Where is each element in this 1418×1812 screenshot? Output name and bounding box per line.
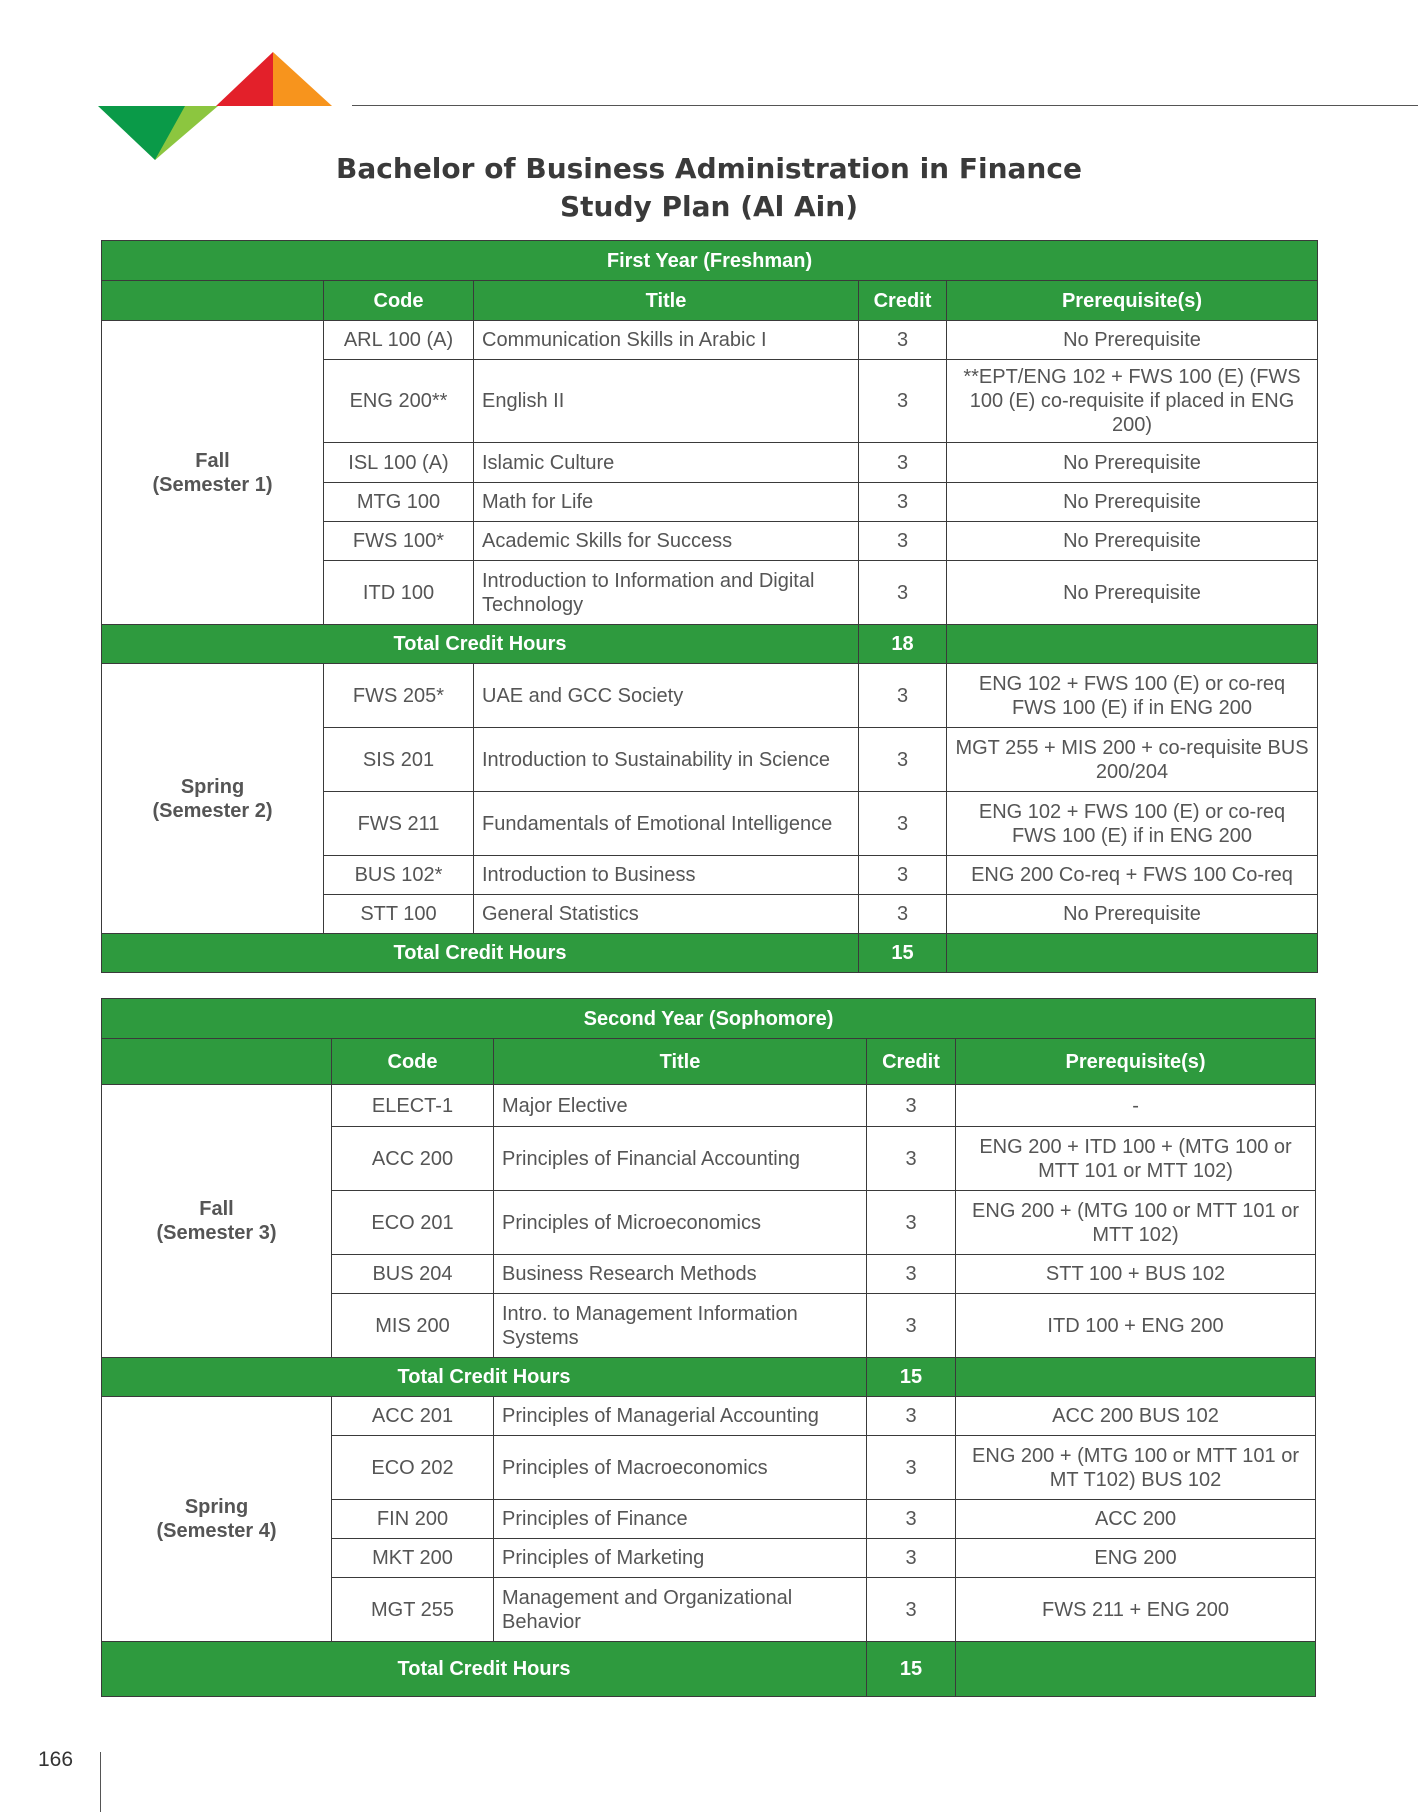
total-label: Total Credit Hours	[102, 1642, 867, 1697]
course-title: Introduction to Sustainability in Science	[474, 728, 859, 792]
course-code: ARL 100 (A)	[324, 321, 474, 360]
course-credit: 3	[867, 1255, 956, 1294]
course-title: Principles of Macroeconomics	[494, 1436, 867, 1500]
logo-red-triangle	[216, 52, 273, 106]
course-credit: 3	[859, 443, 947, 483]
course-prereq: No Prerequisite	[947, 522, 1318, 561]
course-title: Management and Organizational Behavior	[494, 1578, 867, 1642]
course-prereq: ACC 200	[956, 1500, 1316, 1539]
footer-rule	[100, 1752, 101, 1812]
course-code: FIN 200	[332, 1500, 494, 1539]
semester-label	[102, 1085, 332, 1358]
total-row	[102, 1358, 1316, 1397]
semester-name: Fall	[199, 1198, 234, 1220]
course-title: English II	[474, 360, 859, 443]
credit-column-header: Credit	[867, 1039, 956, 1085]
course-code: SIS 201	[324, 728, 474, 792]
table-row	[102, 664, 1318, 728]
course-code: ITD 100	[324, 561, 474, 625]
total-row	[102, 625, 1318, 664]
year-heading: Second Year (Sophomore)	[102, 999, 1316, 1039]
course-code: ECO 202	[332, 1436, 494, 1500]
course-prereq: ENG 200 Co-req + FWS 100 Co-req	[947, 856, 1318, 895]
course-code: FWS 205*	[324, 664, 474, 728]
course-code: STT 100	[324, 895, 474, 934]
year-heading-row	[102, 241, 1318, 281]
course-title: Intro. to Management Information Systems	[494, 1294, 867, 1358]
course-code: MTG 100	[324, 483, 474, 522]
course-prereq: ENG 102 + FWS 100 (E) or co-req FWS 100 (E) if in ENG 200	[947, 792, 1318, 856]
course-title: Communication Skills in Arabic I	[474, 321, 859, 360]
semester-number: (Semester 2)	[152, 799, 273, 822]
course-credit: 3	[867, 1085, 956, 1127]
course-prereq: ENG 200 + (MTG 100 or MTT 101 or MTT 102)	[956, 1191, 1316, 1255]
course-title: Principles of Financial Accounting	[494, 1127, 867, 1191]
course-title: Introduction to Information and Digital Technology	[474, 561, 859, 625]
code-column-header: Code	[332, 1039, 494, 1085]
course-credit: 3	[859, 522, 947, 561]
course-prereq: No Prerequisite	[947, 895, 1318, 934]
course-prereq: ENG 102 + FWS 100 (E) or co-req FWS 100 (E) if in ENG 200	[947, 664, 1318, 728]
course-prereq: No Prerequisite	[947, 561, 1318, 625]
course-code: MIS 200	[332, 1294, 494, 1358]
semester-name: Fall	[195, 449, 230, 472]
course-prereq: ITD 100 + ENG 200	[956, 1294, 1316, 1358]
course-title: Principles of Microeconomics	[494, 1191, 867, 1255]
course-credit: 3	[867, 1539, 956, 1578]
second-year-table	[101, 998, 1316, 1697]
course-credit: 3	[867, 1397, 956, 1436]
course-prereq: ENG 200	[956, 1539, 1316, 1578]
total-row	[102, 1642, 1316, 1697]
course-prereq: ENG 200 + ITD 100 + (MTG 100 or MTT 101 or MTT 102)	[956, 1127, 1316, 1191]
semester-label	[102, 321, 324, 625]
course-code: ELECT-1	[332, 1085, 494, 1127]
total-label: Total Credit Hours	[102, 625, 859, 664]
course-credit: 3	[859, 856, 947, 895]
course-code: FWS 100*	[324, 522, 474, 561]
total-empty-cell	[956, 1642, 1316, 1697]
course-code: FWS 211	[324, 792, 474, 856]
course-credit: 3	[859, 664, 947, 728]
page-title-line2: Study Plan (Al Ain)	[559, 190, 859, 223]
semester-number: (Semester 3)	[156, 1222, 277, 1244]
course-credit: 3	[859, 728, 947, 792]
total-row	[102, 934, 1318, 973]
table-row	[102, 321, 1318, 360]
course-title: General Statistics	[474, 895, 859, 934]
semester-label	[102, 1397, 332, 1642]
logo-orange-triangle	[273, 52, 332, 106]
course-title: Introduction to Business	[474, 856, 859, 895]
course-code: ACC 201	[332, 1397, 494, 1436]
course-prereq: ACC 200 BUS 102	[956, 1397, 1316, 1436]
course-credit: 3	[859, 483, 947, 522]
semester-column-header	[102, 281, 324, 321]
total-credit-value: 15	[867, 1642, 956, 1697]
course-code: MGT 255	[332, 1578, 494, 1642]
course-credit: 3	[859, 360, 947, 443]
total-label: Total Credit Hours	[102, 934, 859, 973]
course-title: Principles of Finance	[494, 1500, 867, 1539]
code-column-header: Code	[324, 281, 474, 321]
course-code: ISL 100 (A)	[324, 443, 474, 483]
table-row	[102, 1397, 1316, 1436]
total-credit-value: 15	[859, 934, 947, 973]
total-empty-cell	[947, 625, 1318, 664]
course-prereq: No Prerequisite	[947, 483, 1318, 522]
course-credit: 3	[867, 1127, 956, 1191]
page-title-line1: Bachelor of Business Administration in Finance	[336, 152, 1082, 185]
semester-name: Spring	[180, 775, 245, 798]
course-prereq: STT 100 + BUS 102	[956, 1255, 1316, 1294]
course-title: UAE and GCC Society	[474, 664, 859, 728]
course-title: Principles of Marketing	[494, 1539, 867, 1578]
course-prereq: No Prerequisite	[947, 443, 1318, 483]
semester-number: (Semester 4)	[156, 1520, 277, 1542]
semester-column-header	[102, 1039, 332, 1085]
header-rule	[352, 105, 1418, 106]
course-credit: 3	[867, 1294, 956, 1358]
total-label: Total Credit Hours	[102, 1358, 867, 1397]
first-year-table	[101, 240, 1318, 973]
course-credit: 3	[867, 1500, 956, 1539]
year-heading-row	[102, 999, 1316, 1039]
course-title: Business Research Methods	[494, 1255, 867, 1294]
course-code: ECO 201	[332, 1191, 494, 1255]
course-credit: 3	[859, 895, 947, 934]
course-prereq: FWS 211 + ENG 200	[956, 1578, 1316, 1642]
semester-name: Spring	[184, 1496, 249, 1518]
prereq-column-header: Prerequisite(s)	[947, 281, 1318, 321]
credit-column-header: Credit	[859, 281, 947, 321]
table-row	[102, 1085, 1316, 1127]
page-title	[0, 150, 1418, 226]
course-credit: 3	[867, 1436, 956, 1500]
course-code: ENG 200**	[324, 360, 474, 443]
course-credit: 3	[867, 1191, 956, 1255]
course-title: Academic Skills for Success	[474, 522, 859, 561]
column-header-row	[102, 1039, 1316, 1085]
page-number: 166	[38, 1748, 74, 1771]
title-column-header: Title	[474, 281, 859, 321]
course-title: Major Elective	[494, 1085, 867, 1127]
course-credit: 3	[867, 1578, 956, 1642]
total-empty-cell	[947, 934, 1318, 973]
course-code: BUS 204	[332, 1255, 494, 1294]
course-title: Fundamentals of Emotional Intelligence	[474, 792, 859, 856]
total-empty-cell	[956, 1358, 1316, 1397]
course-credit: 3	[859, 561, 947, 625]
year-heading: First Year (Freshman)	[102, 241, 1318, 281]
course-prereq: -	[956, 1085, 1316, 1127]
semester-number: (Semester 1)	[152, 473, 273, 496]
course-prereq: MGT 255 + MIS 200 + co-requisite BUS 200/204	[947, 728, 1318, 792]
course-prereq: **EPT/ENG 102 + FWS 100 (E) (FWS 100 (E) co-requisite if placed in ENG 200)	[947, 360, 1318, 443]
course-prereq: No Prerequisite	[947, 321, 1318, 360]
title-column-header: Title	[494, 1039, 867, 1085]
course-title: Islamic Culture	[474, 443, 859, 483]
course-code: MKT 200	[332, 1539, 494, 1578]
course-title: Principles of Managerial Accounting	[494, 1397, 867, 1436]
course-title: Math for Life	[474, 483, 859, 522]
logo	[98, 50, 338, 162]
course-credit: 3	[859, 792, 947, 856]
course-code: ACC 200	[332, 1127, 494, 1191]
total-credit-value: 18	[859, 625, 947, 664]
course-credit: 3	[859, 321, 947, 360]
total-credit-value: 15	[867, 1358, 956, 1397]
column-header-row	[102, 281, 1318, 321]
course-code: BUS 102*	[324, 856, 474, 895]
semester-label	[102, 664, 324, 934]
prereq-column-header: Prerequisite(s)	[956, 1039, 1316, 1085]
course-prereq: ENG 200 + (MTG 100 or MTT 101 or MT T102) BUS 102	[956, 1436, 1316, 1500]
